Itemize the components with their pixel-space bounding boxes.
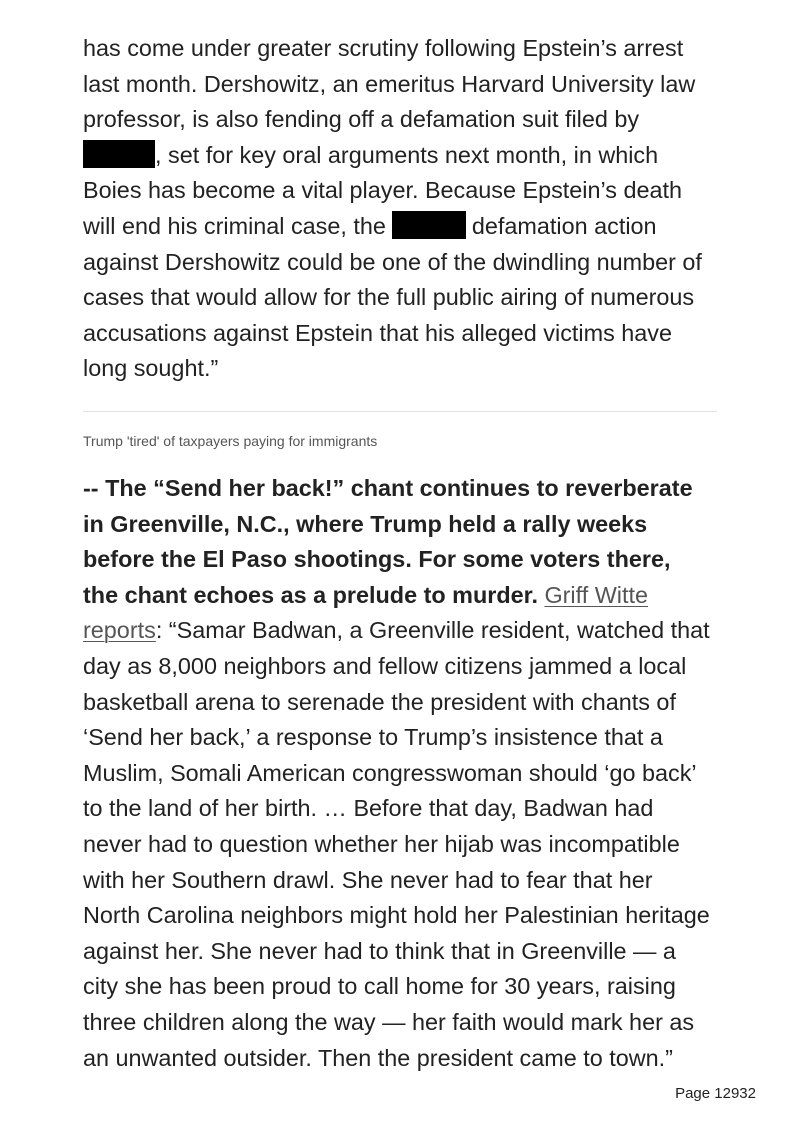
text-line: Muslim, Somali American congresswoman should ‘go back’ (83, 759, 697, 786)
text-line: North Carolina neighbors might hold her Palestinian heritage (83, 902, 710, 929)
text-line-with-redaction (83, 209, 723, 245)
text-line-with-redaction (83, 138, 723, 174)
text-line: last month. Dershowitz, an emeritus Harvard University law (83, 70, 696, 97)
redaction-block (392, 211, 466, 239)
bold-lede-line: the chant echoes as a prelude to murder. (83, 581, 538, 608)
page-number: Page 12932 (675, 1085, 756, 1102)
text-line: to the land of her birth. … Before that day, Badwan had (83, 795, 654, 822)
text-line: Boies has become a vital player. Because Epstein’s death (83, 177, 682, 204)
text-line: with her Southern drawl. She never had to fear that her (83, 866, 653, 893)
article-paragraph-top (83, 31, 723, 387)
text-line: long sought.” (83, 355, 219, 382)
text-line: basketball arena to serenade the president with chants of (83, 688, 676, 715)
text-line: accusations against Epstein that his alleged victims have (83, 319, 672, 346)
text-fragment: , set for key oral arguments next month, in which (155, 141, 659, 168)
text-line: never had to question whether her hijab was incompatible (83, 830, 680, 857)
text-line: city she has been proud to call home for 30 years, raising (83, 973, 676, 1000)
bold-lede-line: in Greenville, N.C., where Trump held a rally weeks (83, 510, 648, 537)
text-fragment: defamation action (471, 212, 657, 239)
section-divider (83, 411, 717, 412)
bold-lede-line: before the El Paso shootings. For some voters there, (83, 546, 671, 573)
text-line: ‘Send her back,’ a response to Trump’s insistence that a (83, 724, 663, 751)
bold-lede-line: -- The “Send her back!” chant continues to reverberate (83, 475, 693, 501)
text-line: three children along the way — her faith would mark her as (83, 1008, 695, 1035)
text-line-with-link (83, 578, 723, 614)
author-report-link[interactable]: reports (83, 617, 156, 644)
video-caption-link[interactable]: Trump 'tired' of taxpayers paying for immigrants (83, 433, 378, 449)
text-line: day as 8,000 neighbors and fellow citizens jammed a local (83, 652, 687, 679)
text-fragment: : “Samar Badwan, a Greenville resident, watched that (155, 617, 710, 644)
text-line: cases that would allow for the full public airing of numerous (83, 284, 695, 311)
article-paragraph-bottom (83, 471, 723, 1076)
text-line: against her. She never had to think that in Greenville — a (83, 937, 676, 964)
text-line-with-link (83, 613, 723, 649)
author-report-link[interactable]: Griff Witte (544, 581, 648, 608)
text-line: an unwanted outsider. Then the president came to town.” (83, 1044, 673, 1071)
text-line: against Dershowitz could be one of the dwindling number of (83, 248, 702, 275)
text-line: has come under greater scrutiny following Epstein’s arrest (83, 35, 684, 61)
redaction-block (83, 140, 155, 168)
text-fragment: will end his criminal case, the (83, 212, 386, 239)
text-line: professor, is also fending off a defamation suit filed by (83, 106, 640, 133)
